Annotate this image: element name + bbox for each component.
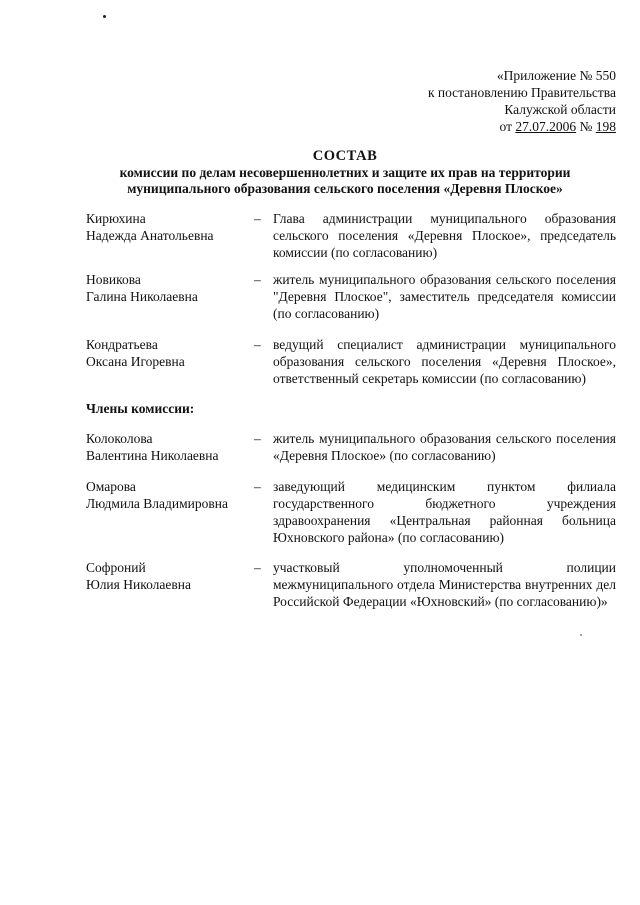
appendix-line: «Приложение № 550 bbox=[496, 68, 616, 83]
appendix-line: к постановлению Правительства bbox=[427, 85, 616, 100]
person-given-names: Галина Николаевна bbox=[86, 289, 198, 304]
person-surname: Колоколова bbox=[86, 431, 153, 446]
person-role: житель муниципального образования сельского поселения «Деревня Плоское» (по согласованию) bbox=[273, 431, 616, 463]
person-surname: Кондратьева bbox=[86, 337, 158, 352]
person-role: ведущий специалист администрации муниципального образования сельского поселения «Деревня Плоское», ответственный секретарь комиссии (по согласованию) bbox=[273, 337, 616, 386]
person-surname: Омарова bbox=[86, 479, 136, 494]
person-name bbox=[86, 430, 256, 464]
title-main: СОСТАВ bbox=[312, 148, 378, 164]
scan-dot bbox=[103, 15, 106, 18]
person-surname: Софроний bbox=[86, 560, 146, 575]
document-title bbox=[60, 147, 630, 197]
dash-separator: – bbox=[254, 431, 261, 446]
dash-separator: – bbox=[254, 560, 261, 575]
dash-separator: – bbox=[254, 337, 261, 352]
person-role: заведующий медицинским пунктом филиала государственного бюджетного учреждения здравоохранения «Центральная районная больница Юхновского района» (по согласованию) bbox=[273, 479, 616, 545]
appendix-number: 198 bbox=[595, 119, 616, 134]
dash-separator: – bbox=[254, 272, 261, 287]
appendix-number-sign: № bbox=[576, 119, 596, 134]
person-name bbox=[86, 210, 256, 244]
members-heading: Члены комиссии: bbox=[86, 401, 195, 416]
person-given-names: Валентина Николаевна bbox=[86, 448, 219, 463]
person-role: участковый уполномоченный полиции межмуниципального отдела Министерства внутренних дел Российской Федерации «Юхновский» (по согласованию)» bbox=[273, 560, 616, 609]
person-given-names: Надежда Анатольевна bbox=[86, 228, 214, 243]
person-surname: Кирюхина bbox=[86, 211, 146, 226]
title-subtitle: муниципального образования сельского поселения «Деревня Плоское» bbox=[127, 181, 563, 196]
person-name bbox=[86, 336, 256, 370]
appendix-date-line bbox=[428, 118, 616, 135]
person-role: Глава администрации муниципального образования сельского поселения «Деревня Плоское», председатель комиссии (по согласованию) bbox=[273, 211, 616, 260]
person-name bbox=[86, 559, 256, 593]
appendix-prefix: от bbox=[499, 119, 516, 134]
person-surname: Новикова bbox=[86, 272, 141, 287]
person-given-names: Оксана Игоревна bbox=[86, 354, 185, 369]
person-given-names: Юлия Николаевна bbox=[86, 577, 191, 592]
appendix-line: Калужской области bbox=[504, 102, 616, 117]
title-subtitle: комиссии по делам несовершеннолетних и защите их прав на территории bbox=[119, 165, 571, 180]
person-name bbox=[86, 271, 256, 305]
dash-separator: – bbox=[254, 479, 261, 494]
appendix-header bbox=[428, 67, 616, 135]
appendix-date: 27.07.2006 bbox=[515, 119, 577, 134]
person-given-names: Людмила Владимировна bbox=[86, 496, 228, 511]
scan-dot bbox=[580, 634, 582, 636]
person-role: житель муниципального образования сельского поселения "Деревня Плоское", заместитель председателя комиссии (по согласованию) bbox=[273, 272, 616, 321]
dash-separator: – bbox=[254, 211, 261, 226]
person-name bbox=[86, 478, 256, 512]
